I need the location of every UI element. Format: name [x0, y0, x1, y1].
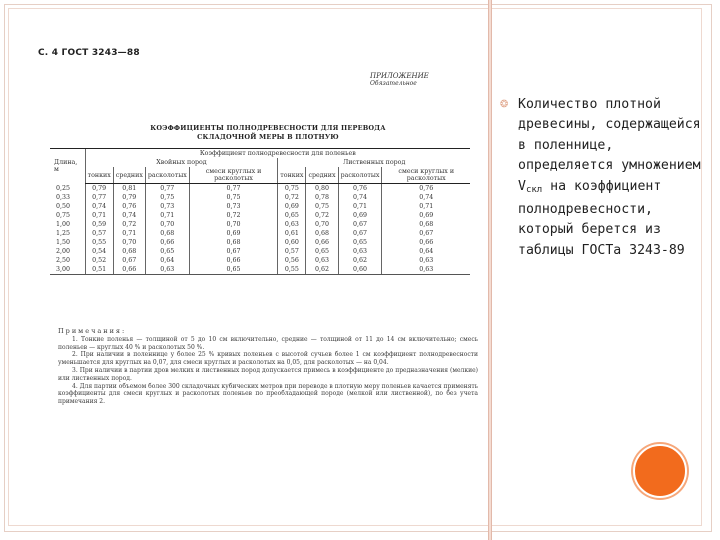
cell-coefficient: 0,69	[382, 211, 470, 220]
cell-coefficient: 0,67	[113, 256, 145, 265]
cell-coefficient: 0,70	[113, 238, 145, 247]
coefficient-table	[50, 148, 470, 275]
cell-coefficient: 0,76	[382, 184, 470, 194]
cell-coefficient: 0,71	[85, 211, 113, 220]
cell-length: 0,75	[56, 212, 71, 219]
sub-mixed-1: смеси круглых и расколотых	[189, 167, 278, 184]
cell-coefficient: 0,63	[382, 265, 470, 275]
cell-coefficient: 0,65	[278, 211, 306, 220]
cell-coefficient: 0,71	[338, 202, 382, 211]
cell-coefficient: 0,72	[189, 211, 278, 220]
cell-coefficient: 0,80	[306, 184, 338, 194]
cell-coefficient: 0,55	[85, 238, 113, 247]
cell-coefficient: 0,67	[189, 247, 278, 256]
cell-coefficient: 0,72	[113, 220, 145, 229]
table-row	[50, 202, 470, 211]
cell-coefficient: 0,77	[189, 184, 278, 194]
cell-coefficient: 0,55	[278, 265, 306, 275]
cell-coefficient: 0,70	[145, 220, 189, 229]
cell-coefficient: 0,75	[278, 184, 306, 194]
cell-coefficient: 0,68	[382, 220, 470, 229]
cell-coefficient: 0,69	[189, 229, 278, 238]
cell-coefficient: 0,66	[145, 238, 189, 247]
sub-thin-1: тонких	[85, 167, 113, 184]
cell-coefficient: 0,75	[145, 193, 189, 202]
cell-coefficient: 0,57	[278, 247, 306, 256]
cell-coefficient: 0,64	[382, 247, 470, 256]
cell-coefficient: 0,67	[382, 229, 470, 238]
note-1: 1. Тонкие поленья — толщиной от 5 до 10 см включительно, средние — толщиной от 11 до 14 см включительно; смесь поленьев — круглых 40 % и расколотых 50 %.	[58, 335, 478, 351]
table-title-line1: КОЭФФИЦИЕНТЫ ПОЛНОДРЕВЕСНОСТИ ДЛЯ ПЕРЕВОДА	[150, 124, 386, 132]
cell-coefficient: 0,64	[145, 256, 189, 265]
table-body	[50, 184, 470, 275]
bullet-text-tail: на коэффициент полнодревесности, который берется из таблицы ГОСТа 3243-89	[518, 178, 685, 258]
table-row	[50, 193, 470, 202]
note-2: 2. При наличии в поленнице у более 25 % кривых поленьев с высотой сучьев более 1 см коэффициент полнодревесности уменьшается для круглых на 0,07, для смеси круглых и расколотых на 0,05, для расколотых — на 0,04.	[58, 351, 478, 367]
cell-coefficient: 0,74	[338, 193, 382, 202]
cell-coefficient: 0,70	[189, 220, 278, 229]
cell-coefficient: 0,63	[278, 220, 306, 229]
note-3: 3. При наличии в партии дров мелких и лиственных пород допускается примесь в коэффициенте до предназначения (мелкие) или лиственных пород.	[58, 366, 478, 382]
bullet-text-main: Количество плотной древесины, содержащейся в поленнице, определяется умножением V	[518, 97, 701, 194]
group-conifer: Хвойных пород	[85, 158, 278, 167]
cell-coefficient: 0,65	[189, 265, 278, 275]
cell-coefficient: 0,57	[85, 229, 113, 238]
cell-coefficient: 0,72	[278, 193, 306, 202]
cell-length: 2,50	[56, 257, 71, 264]
cell-coefficient: 0,73	[145, 202, 189, 211]
cell-coefficient: 0,76	[113, 202, 145, 211]
sub-split-1: расколотых	[145, 167, 189, 184]
cell-coefficient: 0,69	[278, 202, 306, 211]
cell-coefficient: 0,63	[306, 256, 338, 265]
circle-bullet-icon: ❂	[500, 99, 509, 110]
bullet-text-subscript: скл	[525, 184, 543, 195]
sub-medium-2: средних	[306, 167, 338, 184]
cell-coefficient: 0,66	[306, 238, 338, 247]
cell-coefficient: 0,60	[278, 238, 306, 247]
cell-coefficient: 0,68	[189, 238, 278, 247]
sub-thin-2: тонких	[278, 167, 306, 184]
cell-coefficient: 0,63	[145, 265, 189, 275]
cell-coefficient: 0,79	[113, 193, 145, 202]
cell-length: 0,25	[56, 184, 71, 192]
document-header: С. 4 ГОСТ 3243—88	[38, 48, 140, 58]
cell-coefficient: 0,74	[113, 211, 145, 220]
cell-coefficient: 0,68	[113, 247, 145, 256]
table-row	[50, 229, 470, 238]
cell-length: 1,00	[56, 221, 71, 228]
cell-coefficient: 0,74	[382, 193, 470, 202]
cell-coefficient: 0,61	[278, 229, 306, 238]
cell-coefficient: 0,68	[145, 229, 189, 238]
cell-coefficient: 0,60	[338, 265, 382, 275]
cell-length: 0,50	[56, 203, 71, 210]
note-4: 4. Для партии объемом более 300 складочных кубических метров при переводе в плотную меру поленьев качается применять коэффициенты для смеси круглых и расколотых поленьев по преобладающей породе (мелкой или лиственной), по без учета примечания 2.	[58, 382, 478, 406]
cell-length: 3,00	[50, 265, 85, 275]
sub-medium-1: средних	[113, 167, 145, 184]
cell-coefficient: 0,67	[338, 220, 382, 229]
cell-coefficient: 0,66	[382, 238, 470, 247]
table-row	[50, 247, 470, 256]
cell-coefficient: 0,81	[113, 184, 145, 194]
table-row	[50, 184, 470, 194]
cell-coefficient: 0,70	[306, 220, 338, 229]
cell-coefficient: 0,71	[113, 229, 145, 238]
table-title-line2: СКЛАДОЧНОЙ МЕРЫ В ПЛОТНУЮ	[197, 133, 339, 141]
cell-length: 0,33	[56, 194, 71, 201]
cell-length: 1,25	[56, 230, 71, 237]
table-row	[50, 220, 470, 229]
bullet-text	[518, 95, 714, 261]
cell-coefficient: 0,75	[189, 193, 278, 202]
accent-circle	[633, 444, 687, 498]
appendix-subtitle: Обязательное	[370, 80, 417, 87]
notes-title: Примечания:	[58, 327, 127, 335]
cell-coefficient: 0,75	[306, 202, 338, 211]
cell-coefficient: 0,76	[338, 184, 382, 194]
cell-coefficient: 0,62	[338, 256, 382, 265]
table-row	[50, 265, 470, 275]
notes-block	[58, 328, 478, 406]
sub-split-2: расколотых	[338, 167, 382, 184]
col-length: Длина, м	[50, 149, 85, 184]
cell-coefficient: 0,65	[338, 238, 382, 247]
cell-coefficient: 0,59	[85, 220, 113, 229]
cell-coefficient: 0,51	[85, 265, 113, 275]
cell-coefficient: 0,54	[85, 247, 113, 256]
sub-mixed-2: смеси круглых и расколотых	[382, 167, 470, 184]
cell-coefficient: 0,79	[85, 184, 113, 194]
appendix-label	[370, 72, 429, 88]
cell-length: 2,00	[56, 248, 71, 255]
appendix-title: ПРИЛОЖЕНИЕ	[370, 72, 429, 80]
cell-coefficient: 0,52	[85, 256, 113, 265]
cell-coefficient: 0,66	[113, 265, 145, 275]
cell-coefficient: 0,72	[306, 211, 338, 220]
cell-coefficient: 0,68	[306, 229, 338, 238]
table-row	[50, 256, 470, 265]
cell-coefficient: 0,63	[338, 247, 382, 256]
cell-coefficient: 0,77	[85, 193, 113, 202]
cell-coefficient: 0,56	[278, 256, 306, 265]
slide-divider	[488, 0, 492, 540]
table-row	[50, 211, 470, 220]
cell-coefficient: 0,67	[338, 229, 382, 238]
table-title	[118, 124, 418, 142]
table-row	[50, 238, 470, 247]
cell-coefficient: 0,62	[306, 265, 338, 275]
cell-coefficient: 0,71	[145, 211, 189, 220]
cell-coefficient: 0,66	[189, 256, 278, 265]
col-group-main: Коэффициент полнодревесности для поленьев	[85, 149, 470, 159]
cell-coefficient: 0,65	[306, 247, 338, 256]
cell-coefficient: 0,78	[306, 193, 338, 202]
cell-length: 1,50	[56, 239, 71, 246]
cell-coefficient: 0,71	[382, 202, 470, 211]
cell-coefficient: 0,73	[189, 202, 278, 211]
cell-coefficient: 0,65	[145, 247, 189, 256]
gost-document-image	[38, 48, 478, 438]
group-deciduous: Лиственных пород	[278, 158, 470, 167]
cell-coefficient: 0,77	[145, 184, 189, 194]
cell-coefficient: 0,69	[338, 211, 382, 220]
cell-coefficient: 0,63	[382, 256, 470, 265]
cell-coefficient: 0,74	[85, 202, 113, 211]
